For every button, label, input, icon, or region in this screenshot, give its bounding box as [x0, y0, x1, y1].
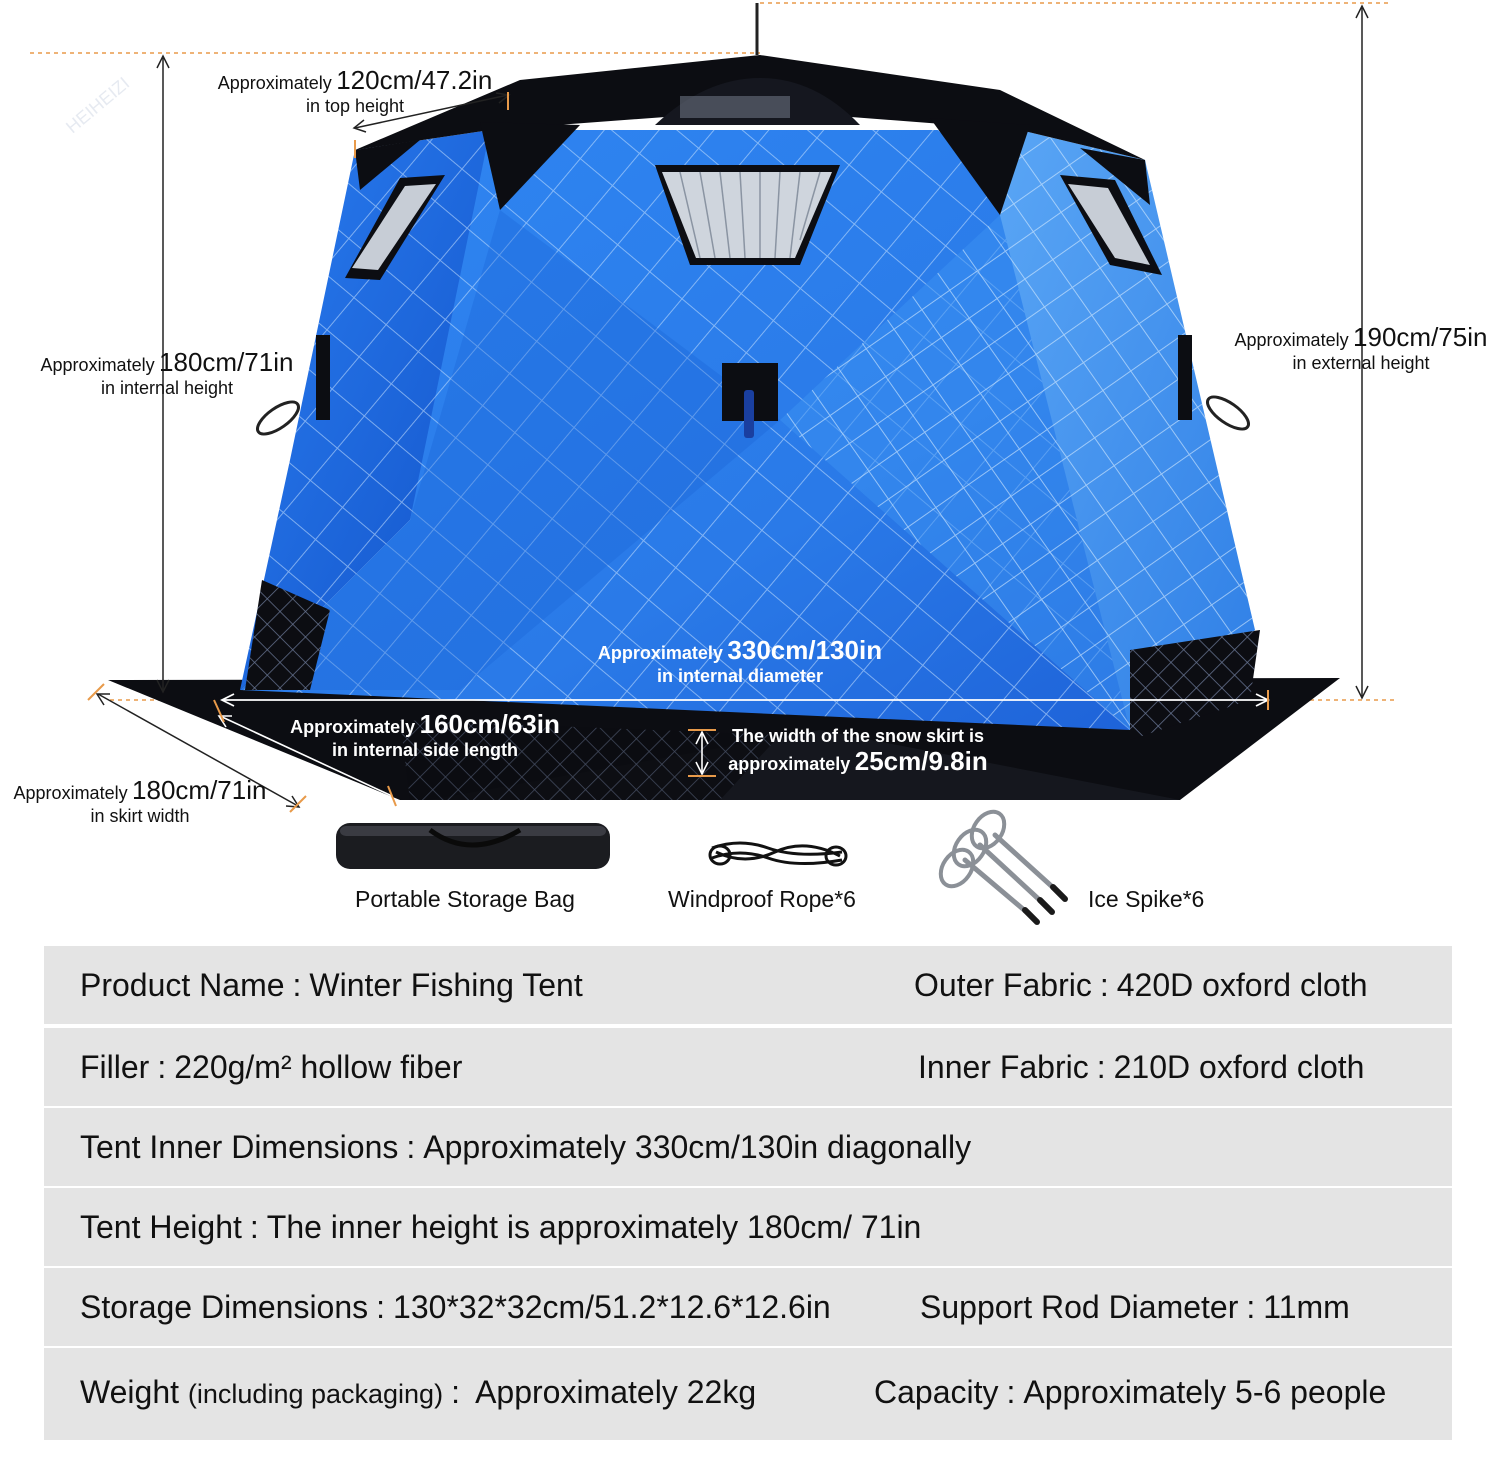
- spec-row: [44, 1108, 1452, 1186]
- internal-height-label: Approximately 180cm/71in in internal height: [40, 347, 294, 398]
- storage-bag-label: Portable Storage Bag: [355, 886, 575, 912]
- windproof-rope-label: Windproof Rope*6: [668, 886, 856, 912]
- spec-row: [44, 1028, 1452, 1106]
- side-length-label: Approximately 160cm/63in in internal side length: [290, 709, 560, 760]
- snow-skirt-label: The width of the snow skirt is approximately 25cm/9.8in: [728, 726, 988, 776]
- skirt-width-label: Approximately 180cm/71in in skirt width: [13, 775, 267, 826]
- spec-tent-height: Tent Height : The inner height is approximately 180cm/ 71in: [80, 1209, 922, 1245]
- external-height-label: Approximately 190cm/75in in external height: [1234, 322, 1488, 373]
- spec-storage-dimensions: Storage Dimensions : 130*32*32cm/51.2*12.6*12.6in: [80, 1289, 831, 1325]
- watermark: HEIHEIZI: [62, 73, 134, 138]
- rope-icon: [710, 843, 846, 865]
- top-height-label: Approximately 120cm/47.2in in top height: [217, 65, 493, 116]
- spec-inner-fabric: Inner Fabric : 210D oxford cloth: [918, 1049, 1365, 1085]
- spec-filler: Filler : 220g/m² hollow fiber: [80, 1049, 463, 1085]
- spec-row: [44, 1268, 1452, 1346]
- spec-row: [44, 1188, 1452, 1266]
- spec-inner-dimensions: Tent Inner Dimensions : Approximately 330cm/130in diagonally: [80, 1129, 972, 1165]
- ice-spike-icon: [934, 806, 1065, 922]
- spec-product-name: Product Name : Winter Fishing Tent: [80, 967, 583, 1003]
- spec-support-rod: Support Rod Diameter : 11mm: [920, 1289, 1350, 1325]
- internal-diameter-label: Approximately 330cm/130in in internal diameter: [597, 635, 883, 686]
- spec-capacity: Capacity : Approximately 5-6 people: [874, 1374, 1387, 1410]
- spec-row: [44, 1348, 1452, 1440]
- spec-weight: Weight (including packaging) : Approximately 22kg: [80, 1374, 757, 1410]
- spec-row: [44, 946, 1452, 1024]
- storage-bag-icon: [336, 823, 610, 869]
- spec-outer-fabric: Outer Fabric : 420D oxford cloth: [914, 967, 1368, 1003]
- ice-spike-label: Ice Spike*6: [1088, 886, 1205, 912]
